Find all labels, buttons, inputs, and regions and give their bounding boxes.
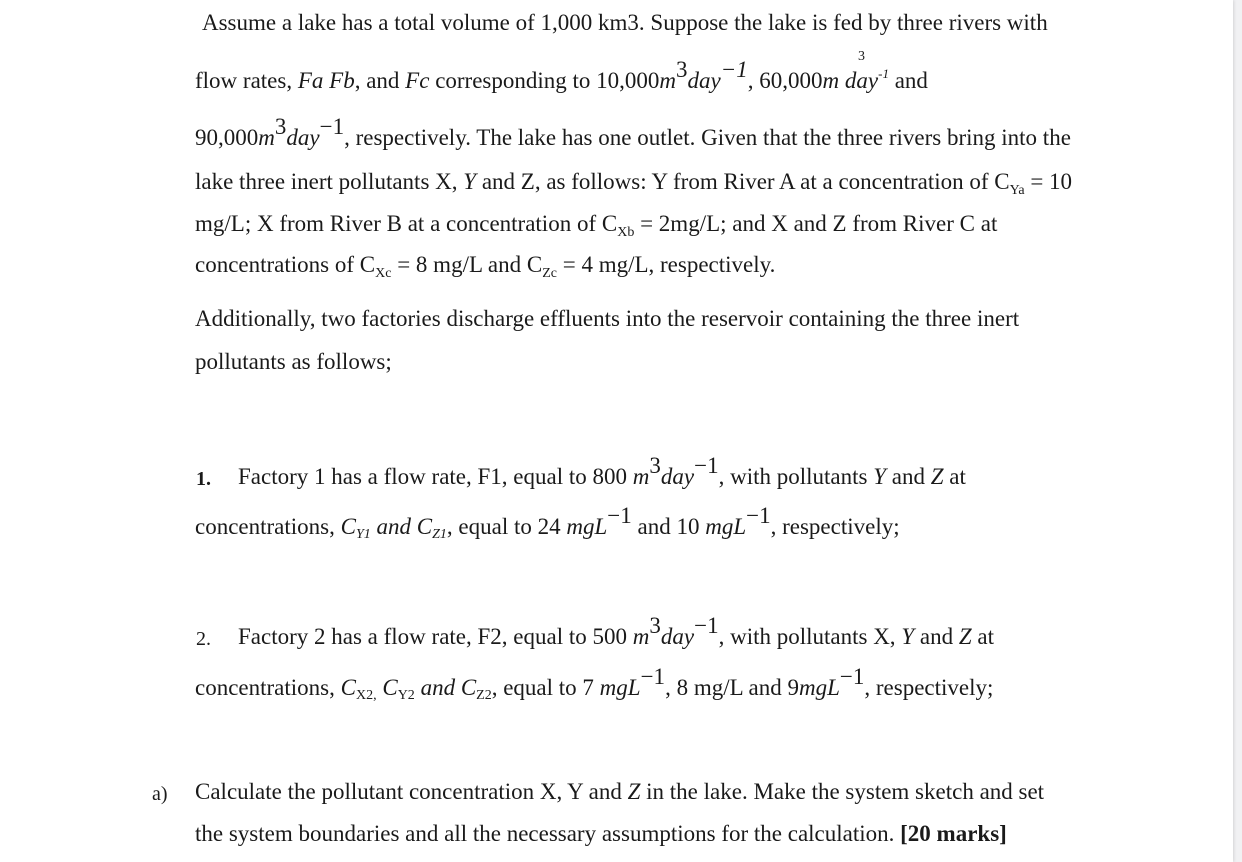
marks-label: [20 marks] (900, 821, 1007, 846)
intro-line-1: Assume a lake has a total volume of 1,000 km3. Suppose the lake is fed by three rivers with (202, 10, 1048, 35)
additional-line-2: pollutants as follows; (195, 349, 392, 374)
factory1-line-2: concentrations, CY1 and CZ1, equal to 24 mgL−1 and 10 mgL−1, respectively; (195, 503, 900, 542)
intro-line-6: concentrations of $C_{Xc} = 8$ mg/L and $C_{Zc} = 4$ mg/L, respectively. (195, 252, 776, 281)
intro-line-2: flow rates, Fa Fb, and Fc corresponding to 10,000m3day−1, 60,000m 3 day$^{-1}$ and (195, 49, 928, 93)
question-a-line-2: the system boundaries and all the necessary assumptions for the calculation. [20 marks] (195, 821, 1007, 846)
question-a-line-1: Calculate the pollutant concentration X, Y and Z in the lake. Make the system sketch and set (195, 779, 1045, 804)
factory2-line-2: concentrations, CX2, CY2 and CZ2, equal to 7 mgL−1, 8 mg/L and 9mgL−1, respectively; (195, 664, 994, 703)
intro-line-3: 90,000m3day−1, respectively. The lake has one outlet. Given that the three rivers bring into the (195, 114, 1071, 150)
intro-line-5: mg/L; X from River B at a concentration of $C_{Xb} = 2mg/L$; and X and Z from River C at (195, 211, 998, 240)
intro-line-4: lake three inert pollutants X, Y and Z, as follows: Y from River A at a concentration of $C_{Ya} = 10$ (195, 169, 1073, 198)
question-a-marker: a) (152, 783, 168, 805)
factory1-number: 1. (196, 468, 211, 490)
factory2-line-1: Factory 2 has a flow rate, F2, equal to 500 m3day−1, with pollutants X, Y and Z at (238, 613, 994, 649)
additional-line-1: Additionally, two factories discharge effluents into the reservoir containing the three inert (195, 306, 1020, 331)
factory1-line-1: Factory 1 has a flow rate, F1, equal to 800 m3day−1, with pollutants Y and Z at (238, 453, 966, 489)
factory2-number: 2. (196, 628, 211, 650)
